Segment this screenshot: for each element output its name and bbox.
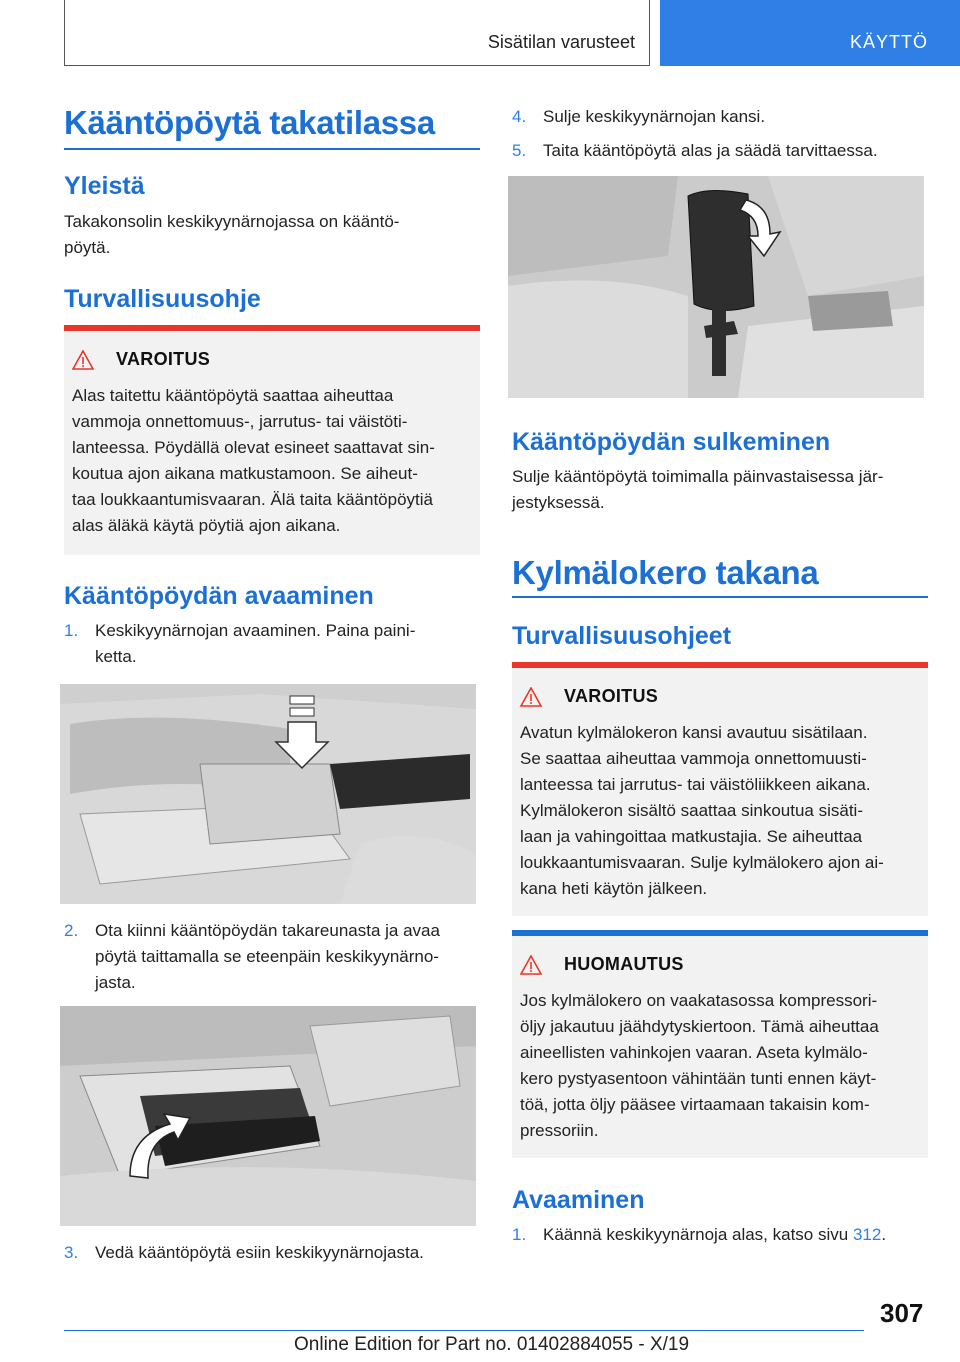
warning-label: VAROITUS <box>116 349 211 369</box>
closing-text-line-1: Sulje kääntöpöytä toimimalla päinvastaisessa jär- <box>512 467 884 486</box>
safety-heading: Turvallisuusohje <box>64 285 261 313</box>
warning-label: VAROITUS <box>564 686 659 706</box>
warning-line: vammoja onnettomuus-, jarrutus- tai väistöti- <box>72 412 408 431</box>
notice-bar <box>512 930 928 936</box>
table-unfold-photo <box>60 1006 476 1226</box>
page-title: Kääntöpöytä takatilassa <box>64 104 435 141</box>
warning-bar <box>64 325 480 331</box>
opening-heading: Kääntöpöydän avaaminen <box>64 582 374 610</box>
warning-line: kana heti käytön jälkeen. <box>520 879 708 898</box>
header-section-label: Sisätilan varusteet <box>487 32 635 52</box>
notice-line: aineellisten vahinkojen vaaran. Aseta kylmälo- <box>520 1043 868 1062</box>
warning-line: koutua ajon aikana matkustamoon. Se aiheut- <box>72 464 418 483</box>
warning-line: alas äläkä käytä pöytiä ajon aikana. <box>72 516 341 535</box>
step-text <box>543 1222 928 1248</box>
warning-line: taa loukkaantumisvaaran. Älä taita kääntöpöytiä <box>72 490 434 509</box>
header-chapter-label: KÄYTTÖ <box>849 32 928 52</box>
warning-line: lanteessa. Pöydällä olevat esineet saattavat sin- <box>72 438 435 457</box>
notice-line: öljy jakautuu jäähdytyskiertoon. Tämä aiheuttaa <box>520 1017 879 1036</box>
step-3 <box>64 1240 480 1266</box>
step-text-end: . <box>881 1225 887 1244</box>
armrest-illustration <box>60 684 476 904</box>
notice-line: Jos kylmälokero on vaakatasossa kompressori- <box>520 991 878 1010</box>
step-1 <box>64 618 480 670</box>
step-number: 1. <box>64 621 79 640</box>
step-text <box>95 918 480 996</box>
warning-header <box>72 349 210 370</box>
notice-line: kero pystyasentoon vähintään tunti ennen käyt- <box>520 1069 877 1088</box>
warning-triangle-icon <box>520 687 542 707</box>
step-text: Sulje keskikyynärnojan kansi. <box>543 107 766 126</box>
notice-line: pressoriin. <box>520 1121 599 1140</box>
warning-line: laan ja vahingoittaa matkustajia. Se aiheuttaa <box>520 827 863 846</box>
general-text-line-2: pöytä. <box>64 238 111 257</box>
general-text-line-1: Takakonsolin keskikyynärnojassa on kääntö- <box>64 212 400 231</box>
step-text-line: Ota kiinni kääntöpöydän takareunasta ja avaa <box>95 921 440 940</box>
notice-box <box>512 930 928 1158</box>
header-section-tab <box>64 0 650 66</box>
warning-box <box>64 325 480 555</box>
general-heading: Yleistä <box>64 172 145 200</box>
notice-line: töä, jotta öljy pääsee virtaamaan takaisin kom- <box>520 1095 870 1114</box>
notice-label: HUOMAUTUS <box>564 954 684 974</box>
step-text: Taita kääntöpöytä alas ja säädä tarvittaessa. <box>543 141 878 160</box>
notice-triangle-icon <box>520 955 542 975</box>
footer-rule <box>64 1330 864 1331</box>
warning-line: Alas taitettu kääntöpöytä saattaa aiheuttaa <box>72 386 394 405</box>
warning-line: Kylmälokeron sisältö saattaa sinkoutua sisäti- <box>520 801 863 820</box>
warning-line: Avatun kylmälokeron kansi avautuu sisätilaan. <box>520 723 868 742</box>
warning-line: Se saattaa aiheuttaa vammoja onnettomuusti- <box>520 749 867 768</box>
step-5 <box>512 138 928 164</box>
edition-footer: Online Edition for Part no. 01402884055 - X/19 <box>294 1334 690 1355</box>
step-text <box>95 618 480 670</box>
closing-text-line-2: jestyksessä. <box>512 493 605 512</box>
step-number: 4. <box>512 107 527 126</box>
step-text-line: pöytä taittamalla se eteenpäin keskikyynärno- <box>95 947 439 966</box>
step-number: 5. <box>512 141 527 160</box>
title-rule <box>64 148 480 150</box>
fridge-title: Kylmälokero takana <box>512 554 819 591</box>
fridge-title-rule <box>512 596 928 598</box>
step-text-line: Keskikyynärnojan avaaminen. Paina paini- <box>95 621 416 640</box>
warning-line: lanteessa tai jarrutus- tai väistöliikkeen aikana. <box>520 775 871 794</box>
step-text-line: Vedä kääntöpöytä esiin keskikyynärnojasta. <box>95 1243 424 1262</box>
table-fold-photo <box>508 176 924 398</box>
table-fold-illustration <box>508 176 924 398</box>
step-text-body: Käännä keskikyynärnoja alas, katso sivu <box>543 1225 853 1244</box>
step-number: 2. <box>64 921 79 940</box>
step-text-line: ketta. <box>95 647 137 666</box>
warning-header <box>520 686 658 707</box>
warning-bar <box>512 662 928 668</box>
step-number: 3. <box>64 1243 79 1262</box>
notice-header <box>520 954 684 975</box>
step-2 <box>64 918 480 996</box>
step-text-line: jasta. <box>95 973 136 992</box>
table-unfold-illustration <box>60 1006 476 1226</box>
fridge-safety-heading: Turvallisuusohjeet <box>512 622 732 650</box>
step-text <box>95 1240 480 1266</box>
fridge-warning-box <box>512 662 928 916</box>
header-chapter-tab[interactable] <box>660 0 960 66</box>
closing-heading: Kääntöpöydän sulkeminen <box>512 428 831 456</box>
fridge-step-1 <box>512 1222 928 1248</box>
page-reference-link[interactable]: 312 <box>852 1225 882 1244</box>
fridge-opening-heading: Avaaminen <box>512 1186 645 1214</box>
step-number: 1. <box>512 1225 527 1244</box>
step-4 <box>512 104 928 130</box>
warning-triangle-icon <box>72 350 94 370</box>
armrest-button-photo <box>60 684 476 904</box>
warning-line: loukkaantumisvaaran. Sulje kylmälokero ajon ai- <box>520 853 884 872</box>
page-number: 307 <box>880 1298 924 1328</box>
